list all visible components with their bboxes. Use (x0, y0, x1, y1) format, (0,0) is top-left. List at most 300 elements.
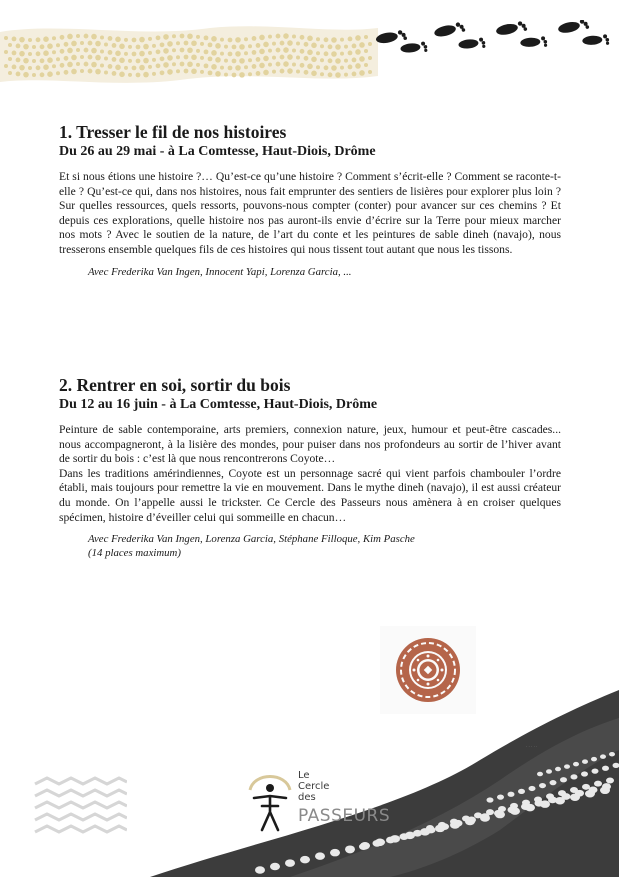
sand-dot (76, 34, 80, 38)
section-1-participants (88, 266, 561, 280)
logo-line-1: Le (298, 770, 310, 781)
sand-dot (36, 51, 41, 56)
sand-dot (228, 38, 233, 43)
sand-dot (84, 48, 89, 53)
sand-dot (276, 48, 281, 53)
sand-dot (108, 64, 113, 69)
sand-dot (180, 34, 185, 39)
corner-dot (600, 754, 606, 759)
sand-dot (139, 37, 145, 43)
sand-dot (156, 63, 161, 68)
sand-dot (91, 48, 97, 54)
sand-dot (187, 47, 193, 53)
sand-dot (12, 51, 17, 56)
sand-dot (71, 55, 77, 61)
corner-dot (591, 757, 597, 762)
sand-dot (128, 59, 132, 63)
sand-dot (200, 70, 204, 74)
sand-dot (359, 56, 365, 62)
sand-dot (28, 52, 32, 56)
sand-dot (311, 56, 317, 62)
corner-dot (555, 767, 561, 772)
sand-dot (359, 70, 365, 76)
sand-dot (259, 49, 265, 55)
sand-dot (112, 71, 117, 76)
sand-dot (172, 62, 176, 66)
sand-dot (215, 71, 221, 77)
sand-dot (220, 66, 224, 70)
sand-dot (224, 45, 228, 49)
sand-dot (191, 40, 197, 46)
sand-dot (23, 44, 29, 50)
corner-dot (450, 819, 458, 825)
sand-dot (263, 56, 269, 62)
section-2 (59, 374, 561, 560)
sand-dot (40, 72, 45, 77)
sand-dot (248, 58, 252, 62)
sand-dot (124, 66, 128, 70)
sand-dot (324, 51, 329, 56)
sand-dot (331, 65, 337, 71)
corner-dot (346, 847, 355, 854)
corner-dot (546, 793, 554, 799)
sand-dot (283, 61, 289, 67)
sand-dot (364, 63, 368, 67)
corner-dot (602, 766, 609, 771)
sand-dot (60, 63, 65, 68)
sand-dot (52, 36, 56, 40)
corner-dot (592, 769, 599, 774)
sand-dot (43, 64, 49, 70)
sand-dot (211, 50, 217, 56)
sand-dot (19, 65, 25, 71)
sand-dot (280, 69, 285, 74)
sand-dot (300, 35, 305, 40)
sand-dot (235, 37, 241, 43)
corner-dot (570, 787, 578, 793)
corner-dot (582, 784, 590, 790)
corner-dot (486, 809, 494, 815)
logo-line-4: PASSEURS (298, 806, 391, 826)
sand-dot (160, 42, 165, 47)
section-2-body (59, 423, 561, 525)
corner-dot (462, 815, 470, 821)
tiny-mark: · · · · · (526, 744, 538, 749)
sand-dot (163, 62, 169, 68)
sand-dot (128, 45, 132, 49)
corner-dot (558, 790, 566, 796)
sand-dot (115, 37, 121, 43)
sand-dot (136, 59, 141, 64)
sand-dot (196, 35, 200, 39)
corner-dot (560, 777, 567, 782)
sand-dot (172, 34, 176, 38)
sand-dot (4, 36, 8, 40)
sand-dot (115, 65, 121, 71)
sand-dot (283, 47, 289, 53)
sand-dot (239, 58, 245, 64)
sand-dot (187, 33, 193, 39)
sand-dot (364, 49, 368, 53)
sand-dot (8, 71, 12, 75)
corner-dot (546, 769, 552, 774)
sand-dot (280, 41, 285, 46)
sand-dot (43, 50, 49, 56)
sand-dot (211, 64, 217, 70)
sand-dot (235, 51, 241, 57)
sand-dot (211, 36, 217, 42)
sand-dot (139, 65, 145, 71)
sand-dot (316, 65, 320, 69)
sand-dot (148, 65, 152, 69)
sand-dot (263, 70, 269, 76)
sand-dot (368, 70, 372, 74)
sand-dot (292, 48, 296, 52)
sand-dot (36, 37, 41, 42)
sand-dot (4, 50, 8, 54)
sand-dot (256, 57, 261, 62)
sand-dot (16, 44, 21, 49)
sand-dot (32, 45, 36, 49)
sand-dot (184, 41, 189, 46)
sand-dot (100, 35, 104, 39)
logo-line-3: des (298, 792, 316, 803)
sand-dot (163, 48, 169, 54)
sand-dot (252, 64, 257, 69)
sand-dot (88, 41, 93, 46)
sand-dot (23, 58, 29, 64)
sand-dot (119, 72, 125, 78)
sand-dot (272, 70, 276, 74)
sand-dot (196, 63, 200, 67)
corner-dot (270, 863, 280, 871)
sand-dot (359, 42, 365, 48)
sand-dot (71, 41, 77, 47)
sand-dot (32, 73, 36, 77)
sand-dot (215, 57, 221, 63)
sand-dot (160, 56, 165, 61)
sand-dot (143, 44, 149, 50)
sand-dot (232, 59, 237, 64)
sand-dot (28, 66, 32, 70)
sand-dot (40, 58, 45, 63)
sand-dot (208, 70, 213, 75)
corner-dot (386, 837, 395, 844)
sand-dot (268, 35, 272, 39)
sand-dot (95, 69, 101, 75)
sand-dot (132, 52, 137, 57)
sand-dot (324, 37, 329, 42)
footprints-icon (370, 20, 615, 60)
section-1-title: 1. Tresser le fil de nos histoires (59, 122, 287, 142)
sand-dot (204, 35, 209, 40)
sand-dot (239, 44, 245, 50)
corner-dot (508, 792, 515, 797)
sand-dot (328, 72, 333, 77)
corner-dot (285, 859, 295, 867)
section-2-participants (88, 533, 561, 560)
sand-dot (64, 42, 69, 47)
sand-dot (148, 37, 152, 41)
sand-dot (335, 72, 341, 78)
sand-dot (200, 42, 204, 46)
sand-dot (67, 48, 73, 54)
sand-dot (8, 43, 12, 47)
sand-dot (167, 55, 173, 61)
sand-dot (200, 56, 204, 60)
sand-dot (143, 72, 149, 78)
corner-dot (400, 833, 409, 840)
sand-dot (348, 37, 353, 42)
corner-dot (300, 856, 310, 864)
sand-dot (224, 73, 228, 77)
corner-dot (534, 796, 542, 802)
sand-dot (88, 55, 93, 60)
corner-dot (537, 772, 543, 777)
sand-dot (276, 62, 281, 67)
sand-dot (67, 34, 73, 40)
sand-dot (316, 51, 320, 55)
corner-dot (602, 783, 611, 790)
sand-dot (160, 70, 165, 75)
sand-dot (132, 38, 137, 43)
sand-dot (280, 55, 285, 60)
corner-dot (510, 803, 518, 809)
sand-dot (335, 44, 341, 50)
corner-dot (571, 774, 578, 779)
corner-dot (550, 780, 557, 785)
section-1-subtitle: Du 26 au 29 mai - à La Comtesse, Haut-Diois, Drôme (59, 144, 376, 159)
sand-dot (287, 54, 293, 60)
sand-dot (204, 49, 209, 54)
sand-dot (268, 49, 272, 53)
sand-dot (176, 41, 180, 45)
sand-dot (12, 37, 17, 42)
sand-dot (115, 51, 121, 57)
sand-dot (235, 65, 241, 71)
sand-dot (331, 37, 337, 43)
corner-dot (359, 843, 368, 850)
sand-dot (104, 42, 108, 46)
sand-dot (19, 37, 25, 43)
sand-dot (259, 63, 265, 69)
sand-dot (307, 49, 313, 55)
corner-dot (255, 866, 265, 874)
sand-dot (208, 42, 213, 47)
sand-dot (256, 71, 261, 76)
sand-dot (335, 58, 341, 64)
sand-dot (19, 51, 25, 57)
sand-dot (272, 56, 276, 60)
sand-dot (244, 37, 248, 41)
sand-dot (204, 63, 209, 68)
sand-dot (184, 69, 189, 74)
corner-dot (539, 783, 546, 788)
corner-dot (582, 759, 588, 764)
sand-dot (307, 63, 313, 69)
sand-dot (244, 51, 248, 55)
sand-dot (272, 42, 276, 46)
sand-dot (100, 49, 104, 53)
sand-dot (76, 62, 80, 66)
sand-dot (292, 34, 296, 38)
sand-dot (156, 35, 161, 40)
sand-dot (91, 34, 97, 40)
sand-dot (228, 66, 233, 71)
corner-dot (518, 789, 525, 794)
sand-dot (239, 72, 245, 78)
sand-dot (136, 45, 141, 50)
sand-dot (352, 72, 357, 77)
corner-dot (330, 849, 340, 857)
sand-dot (124, 38, 128, 42)
sand-dot (128, 73, 132, 77)
corner-dot (474, 812, 482, 818)
sand-dot (84, 62, 89, 67)
corner-dot (497, 794, 504, 799)
corner-dot (606, 777, 614, 783)
sand-dot (311, 70, 317, 76)
sand-dot (191, 54, 197, 60)
sand-dot (331, 51, 337, 57)
sand-dot (292, 62, 296, 66)
sand-dot (16, 58, 21, 63)
sand-dot (8, 57, 12, 61)
sand-dot (52, 64, 56, 68)
sand-dot (232, 73, 237, 78)
sand-dot (328, 58, 333, 63)
sand-dot (328, 44, 333, 49)
corner-dot (529, 786, 536, 791)
sand-dot (136, 73, 141, 78)
sand-dot (104, 56, 108, 60)
sand-dot (56, 57, 60, 61)
corner-dot (498, 806, 506, 812)
sand-dot (80, 69, 84, 73)
sand-dots-decoration (0, 18, 378, 88)
sand-dot (296, 69, 300, 73)
sand-dot (47, 71, 53, 77)
sand-dot (91, 62, 97, 68)
sand-dot (152, 44, 156, 48)
paragraph: Et si nous étions une histoire ?… Qu’est-ce qu’une histoire ? Comment s’écrit-elle ? Comment se raconte-t-elle ? Qu’est-ce qui, dans nos histoires, nous fait emprunter des sentiers de lisières pour explorer plus loin ? Sur quelles ressources, quels ressorts, pouvons-nous compter (conter) pour avancer sur ces chemins ? Et depuis ces explorations, quelle histoire nos pas auront-ils envie d’écrire sur la Terre pour mieux marcher nos mots ? Avec le soutien de la nature, de l’art du conte et les peintures de sable dineh (navajo), nous tresserons ensemble quelques fils de ces histoires qui nous tissent tout autant que nous les tissons. (59, 170, 561, 256)
sand-dot (76, 48, 80, 52)
logo-line-2: Cercle (298, 781, 330, 792)
sand-dot (47, 43, 53, 49)
sand-dot (324, 65, 329, 70)
sand-dot (296, 55, 300, 59)
passeur-figure-icon (244, 768, 296, 834)
sand-dot (187, 61, 193, 67)
sand-dot (80, 55, 84, 59)
sand-dot (316, 37, 320, 41)
sand-dot (95, 41, 101, 47)
sand-dot (60, 35, 65, 40)
participants-line: Avec Frederika Van Ingen, Lorenza Garcia, Stéphane Filloque, Kim Pasche (88, 533, 415, 546)
section-1-body (59, 170, 561, 258)
sand-dot (104, 70, 108, 74)
capacity-line: (14 places maximum) (88, 546, 181, 559)
corner-dot (487, 797, 494, 802)
sand-dot (344, 73, 348, 77)
sand-dot (232, 45, 237, 50)
sand-dot (307, 35, 313, 41)
section-1 (59, 121, 561, 279)
sand-dot (355, 49, 361, 55)
waves-decoration (33, 776, 127, 834)
sand-dot (132, 66, 137, 71)
sand-dot (300, 49, 305, 54)
sand-dot (248, 44, 252, 48)
sand-dot (304, 42, 309, 47)
corner-dot (413, 830, 422, 837)
sand-dot (12, 65, 17, 70)
sand-dot (4, 64, 8, 68)
sand-dot (320, 58, 324, 62)
sand-dot (95, 55, 101, 61)
corner-dot (573, 762, 579, 767)
sand-dot (176, 69, 180, 73)
sand-dot (340, 38, 344, 42)
sand-dot (252, 36, 257, 41)
sand-dot (172, 48, 176, 52)
corner-dot (522, 800, 530, 806)
sand-dot (184, 55, 189, 60)
sand-dot (71, 69, 77, 75)
sand-dot (119, 58, 125, 64)
sand-dot (276, 34, 281, 39)
sand-dot (64, 70, 69, 75)
sand-dot (340, 52, 344, 56)
sand-dot (100, 63, 104, 67)
sand-dot (191, 68, 197, 74)
sand-dot (348, 65, 353, 70)
section-2-subtitle: Du 12 au 16 juin - à La Comtesse, Haut-Diois, Drôme (59, 397, 378, 412)
sand-dot (263, 42, 269, 48)
sand-dot (224, 59, 228, 63)
sand-dot (167, 41, 173, 47)
sand-dot (156, 49, 161, 54)
sand-dot (287, 40, 293, 46)
participants-line: Avec Frederika Van Ingen, Innocent Yapi, Lorenza Garcia, ... (88, 265, 352, 278)
sand-dot (56, 71, 60, 75)
sand-dot (364, 35, 368, 39)
sand-dot (348, 51, 353, 56)
sand-dot (304, 56, 309, 61)
sand-dot (124, 52, 128, 56)
sand-dot (64, 56, 69, 61)
sand-dot (215, 43, 221, 49)
sand-dot (40, 44, 45, 49)
sand-dot (60, 49, 65, 54)
corner-dot (594, 781, 602, 787)
sand-dot (344, 45, 348, 49)
sand-dot (344, 59, 348, 63)
sand-dot (108, 50, 113, 55)
sand-dot (108, 36, 113, 41)
sand-dot (283, 33, 289, 39)
sand-dot (268, 63, 272, 67)
corner-dot (426, 825, 434, 831)
sand-dot (259, 35, 265, 41)
sand-dot (119, 44, 125, 50)
sand-dot (16, 72, 21, 77)
sand-dot (220, 38, 224, 42)
sand-dot (28, 38, 32, 42)
sand-dot (36, 65, 41, 70)
sand-dot (52, 50, 56, 54)
sand-dot (287, 68, 293, 74)
